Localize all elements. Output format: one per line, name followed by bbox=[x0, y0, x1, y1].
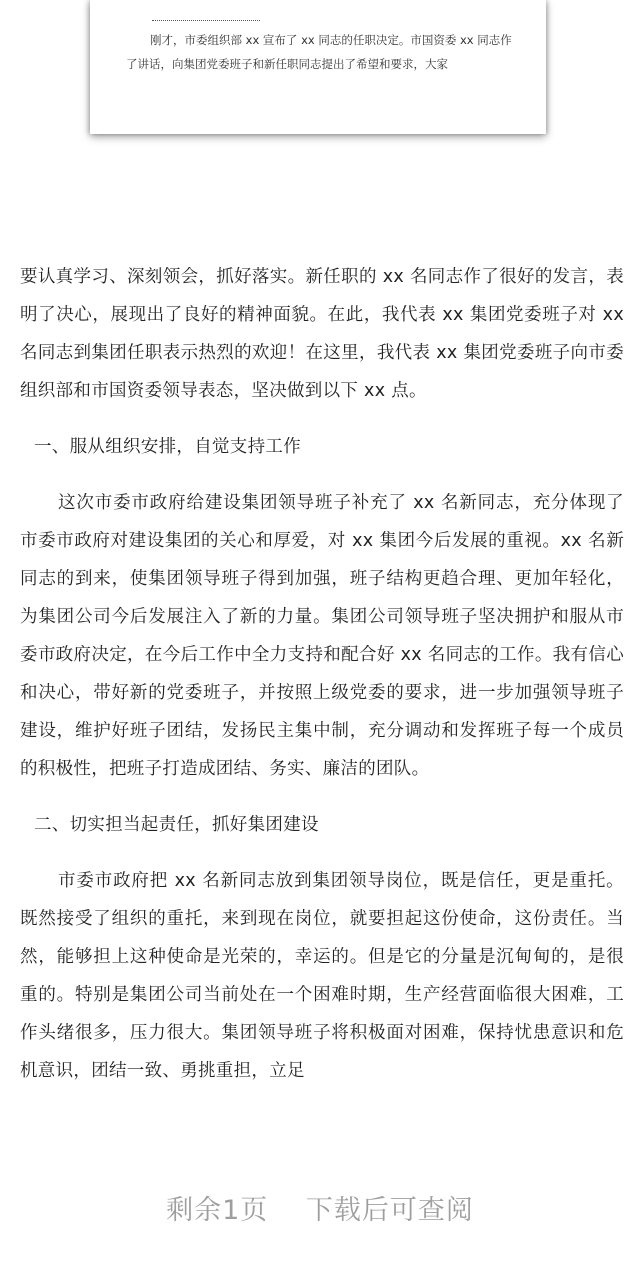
document-body bbox=[20, 258, 624, 1090]
dotted-leader-line bbox=[152, 6, 260, 21]
remaining-pages-label: 剩余1页 bbox=[166, 1195, 269, 1226]
section-heading-2: 二、切实担当起责任，抓好集团建设 bbox=[34, 815, 319, 835]
paragraph-1: 要认真学习、深刻领会，抓好落实。新任职的 xx 名同志作了很好的发言，表明了决心，展现出了良好的精神面貌。在此，我代表 xx 集团党委班子对 xx 名同志到集团任职表示热烈的欢迎！在这里，我代表 xx 集团党委班子向市委组织部和市国资委领导表态，坚决做到以下 xx 点。 bbox=[20, 267, 624, 401]
document-preview-card bbox=[90, 0, 546, 134]
download-to-view-label: 下载后可查阅 bbox=[305, 1195, 474, 1226]
paragraph-2: 这次市委市政府给建设集团领导班子补充了 xx 名新同志，充分体现了市委市政府对建设集团的关心和厚爱，对 xx 集团今后发展的重视。xx 名新同志的到来，使集团领导班子得到加强，班子结构更趋合理、更加年轻化，为集团公司今后发展注入了新的力量。集团公司领导班子坚决拥护和服从市委市政府决定，在今后工作中全力支持和配合好 xx 名同志的工作。我有信心和决心，带好新的党委班子，并按照上级党委的要求，进一步加强领导班子建设，维护好班子团结，发扬民主集中制，充分调动和发挥班子每一个成员的积极性，把班子打造成团结、务实、廉洁的团队。 bbox=[20, 493, 624, 779]
section-heading-1: 一、服从组织安排，自觉支持工作 bbox=[34, 437, 301, 457]
remaining-pages-notice[interactable] bbox=[0, 1188, 640, 1227]
paragraph-3: 市委市政府把 xx 名新同志放到集团领导岗位，既是信任，更是重托。既然接受了组织的重托，来到现在岗位，就要担起这份使命，这份责任。当然，能够担上这种使命是光荣的，幸运的。但是它的分量是沉甸甸的，是很重的。特别是集团公司当前处在一个困难时期，生产经营面临很大困难，工作头绪很多，压力很大。集团领导班子将积极面对困难，保持忧患意识和危机意识，团结一致、勇挑重担，立足 bbox=[20, 871, 624, 1081]
preview-text: 刚才，市委组织部 xx 宣布了 xx 同志的任职决定。市国资委 xx 同志作了讲话，向集团党委班子和新任职同志提出了希望和要求，大家 bbox=[126, 33, 512, 71]
